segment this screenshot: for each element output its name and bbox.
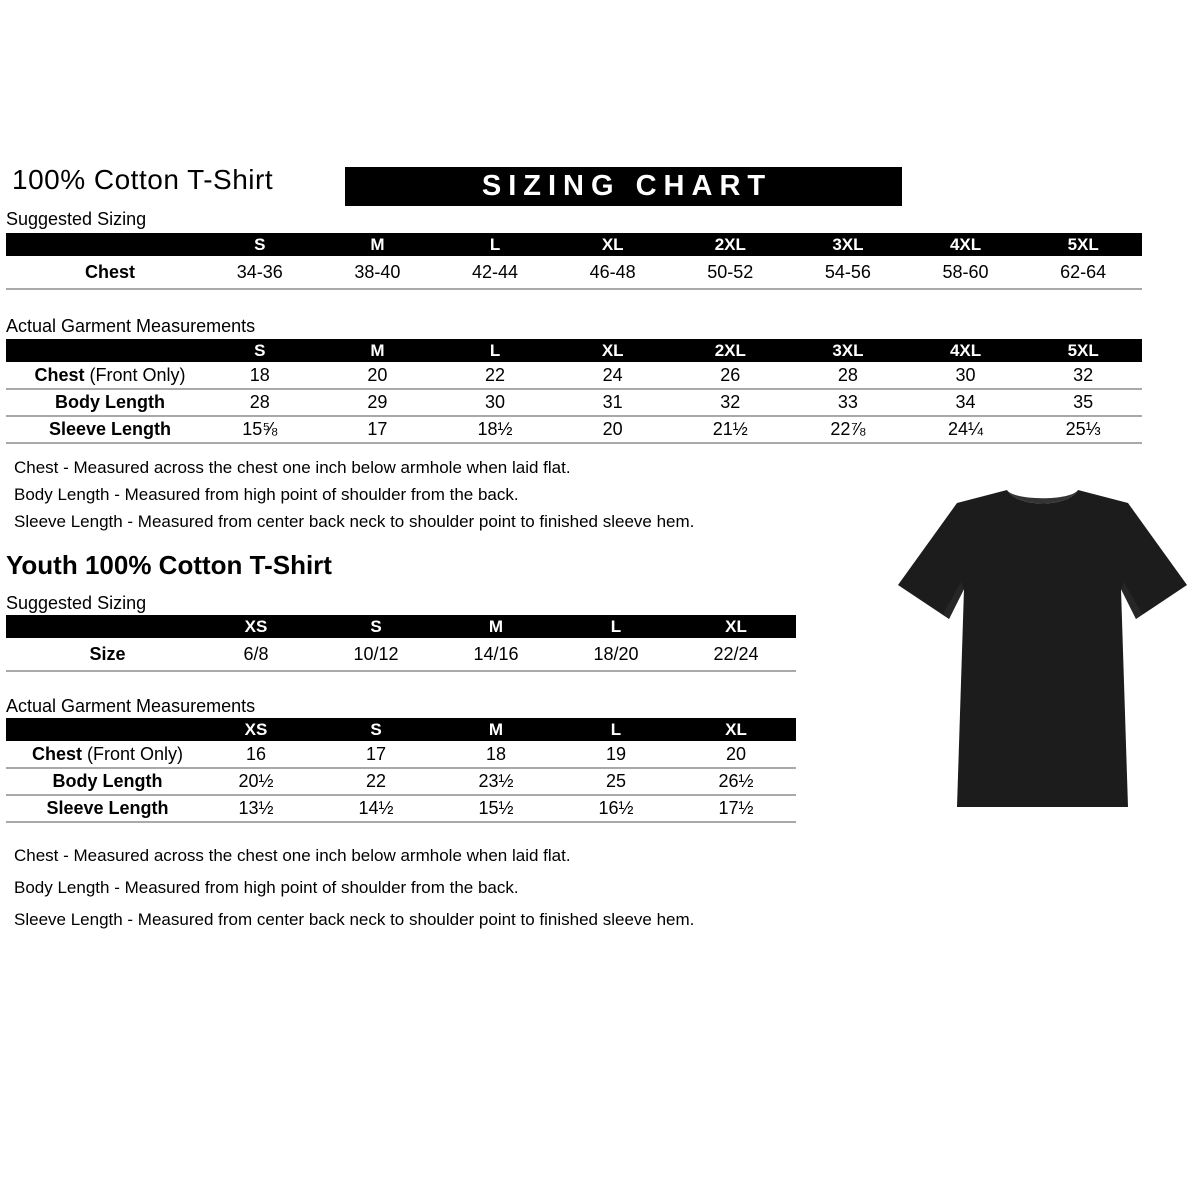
header-cell-blank [6, 233, 201, 256]
header-cell: XL [676, 718, 796, 741]
table-cell: 14½ [358, 798, 394, 818]
table-cell: 54-56 [824, 261, 871, 282]
youth-actual-measurements-label: Actual Garment Measurements [6, 696, 256, 716]
row-label: Chest [84, 261, 135, 282]
table-cell: 22 [365, 771, 387, 791]
table-cell: 28 [249, 392, 270, 412]
table-cell: 16½ [598, 798, 634, 818]
table-cell: 18/20 [593, 643, 639, 664]
row-label: Size [89, 643, 126, 664]
header-cell: L [436, 233, 554, 256]
table-cell: 31 [602, 392, 623, 412]
header-cell: S [201, 339, 319, 362]
table-cell: 6/8 [243, 643, 269, 664]
header-cell: XL [554, 339, 672, 362]
table-cell: 58-60 [942, 261, 989, 282]
header-cell: L [436, 339, 554, 362]
table-cell: 19 [605, 743, 627, 764]
sizing-chart-banner: SIZING CHART [345, 167, 902, 206]
table-cell: 20 [602, 419, 623, 439]
table-row-body-length [6, 389, 1142, 416]
table-cell: 28 [837, 364, 858, 385]
table-cell: 17 [365, 743, 387, 764]
header-cell: XL [554, 233, 672, 256]
header-cell: 2XL [672, 233, 790, 256]
table-row-sleeve-length [6, 416, 1142, 443]
header-cell: 4XL [907, 233, 1025, 256]
table-cell: 10/12 [353, 643, 399, 664]
table-row-size [6, 638, 796, 671]
header-cell: 3XL [789, 339, 907, 362]
table-cell: 35 [1073, 392, 1094, 412]
row-label: Sleeve Length [48, 419, 172, 439]
youth-suggested-sizing-table [6, 615, 796, 672]
table-cell: 21½ [712, 419, 748, 439]
table-cell: 26 [720, 364, 741, 385]
table-cell: 18 [249, 364, 270, 385]
row-label: Chest (Front Only) [34, 364, 186, 385]
table-cell: 16 [245, 743, 267, 764]
header-cell-blank [6, 718, 196, 741]
table-row-sleeve-length [6, 795, 796, 822]
header-cell: S [316, 718, 436, 741]
table-cell: 14/16 [473, 643, 519, 664]
table-cell: 29 [367, 392, 388, 412]
header-cell: S [316, 615, 436, 638]
header-cell: 5XL [1024, 339, 1142, 362]
table-cell: 17 [367, 419, 388, 439]
youth-actual-measurements-table [6, 718, 796, 823]
adult-measurement-notes [14, 454, 694, 535]
header-cell-blank [6, 615, 196, 638]
table-cell: 20 [725, 743, 747, 764]
adult-actual-measurements-label: Actual Garment Measurements [6, 316, 256, 336]
table-cell: 26½ [718, 771, 754, 791]
header-cell: L [556, 615, 676, 638]
header-cell: XS [196, 718, 316, 741]
table-cell: 18½ [477, 419, 513, 439]
youth-measurement-notes [14, 840, 694, 936]
table-header-row [6, 339, 1142, 362]
note-line: Chest - Measured across the chest one inch below armhole when laid flat. [14, 458, 571, 477]
header-cell: XL [676, 615, 796, 638]
header-cell: 4XL [907, 339, 1025, 362]
header-cell: 3XL [789, 233, 907, 256]
table-cell: 22 [485, 364, 506, 385]
table-cell: 50-52 [707, 261, 754, 282]
header-cell-blank [6, 339, 201, 362]
header-cell: XS [196, 615, 316, 638]
table-header-row [6, 718, 796, 741]
table-cell: 32 [720, 392, 741, 412]
header-cell: M [436, 615, 556, 638]
header-cell: 5XL [1024, 233, 1142, 256]
row-label: Body Length [55, 392, 165, 412]
black-tshirt-icon [895, 476, 1191, 818]
row-label: Body Length [52, 771, 163, 791]
table-cell: 32 [1073, 364, 1094, 385]
table-cell: 25⅓ [1065, 419, 1101, 439]
note-line: Chest - Measured across the chest one inch below armhole when laid flat. [14, 846, 571, 865]
tshirt-product-image [895, 476, 1191, 818]
row-label: Chest (Front Only) [31, 743, 184, 764]
header-cell: M [319, 339, 437, 362]
table-row-body-length [6, 768, 796, 795]
header-cell: M [319, 233, 437, 256]
note-line: Sleeve Length - Measured from center back neck to shoulder point to finished sleeve hem. [14, 512, 695, 531]
table-cell: 17½ [718, 798, 754, 818]
table-cell: 33 [837, 392, 858, 412]
table-cell: 13½ [238, 798, 274, 818]
table-cell: 22⅞ [830, 419, 866, 439]
table-cell: 24¼ [948, 419, 984, 439]
table-cell: 30 [485, 392, 506, 412]
note-line: Body Length - Measured from high point of shoulder from the back. [14, 878, 519, 897]
table-cell: 62-64 [1060, 261, 1107, 282]
header-cell: L [556, 718, 676, 741]
table-cell: 22/24 [713, 643, 759, 664]
table-cell: 25 [605, 771, 627, 791]
table-cell: 42-44 [472, 261, 519, 282]
adult-actual-measurements-table [6, 339, 1142, 444]
table-cell: 23½ [478, 771, 514, 791]
table-row-chest [6, 256, 1142, 289]
row-label: Sleeve Length [46, 798, 169, 818]
header-cell: M [436, 718, 556, 741]
table-cell: 20½ [238, 771, 274, 791]
table-cell: 24 [602, 364, 623, 385]
table-cell: 38-40 [354, 261, 401, 282]
table-header-row [6, 615, 796, 638]
note-line: Body Length - Measured from high point of shoulder from the back. [14, 485, 519, 504]
table-header-row [6, 233, 1142, 256]
adult-section-title: 100% Cotton T-Shirt [12, 164, 274, 195]
table-cell: 15½ [478, 798, 514, 818]
table-cell: 30 [955, 364, 976, 385]
table-cell: 20 [367, 364, 388, 385]
header-cell: S [201, 233, 319, 256]
table-cell: 18 [485, 743, 507, 764]
table-cell: 46-48 [589, 261, 636, 282]
note-line: Sleeve Length - Measured from center back neck to shoulder point to finished sleeve hem. [14, 910, 695, 929]
adult-suggested-sizing-table [6, 233, 1142, 290]
table-cell: 34-36 [236, 261, 283, 282]
youth-suggested-sizing-label: Suggested Sizing [6, 593, 147, 613]
table-row-chest [6, 362, 1142, 389]
table-cell: 34 [955, 392, 976, 412]
youth-section-title: Youth 100% Cotton T-Shirt [6, 550, 332, 580]
table-cell: 15⅝ [242, 419, 278, 439]
adult-suggested-sizing-label: Suggested Sizing [6, 209, 147, 229]
table-row-chest [6, 741, 796, 768]
tshirt-body-shape [898, 490, 1187, 807]
header-cell: 2XL [672, 339, 790, 362]
